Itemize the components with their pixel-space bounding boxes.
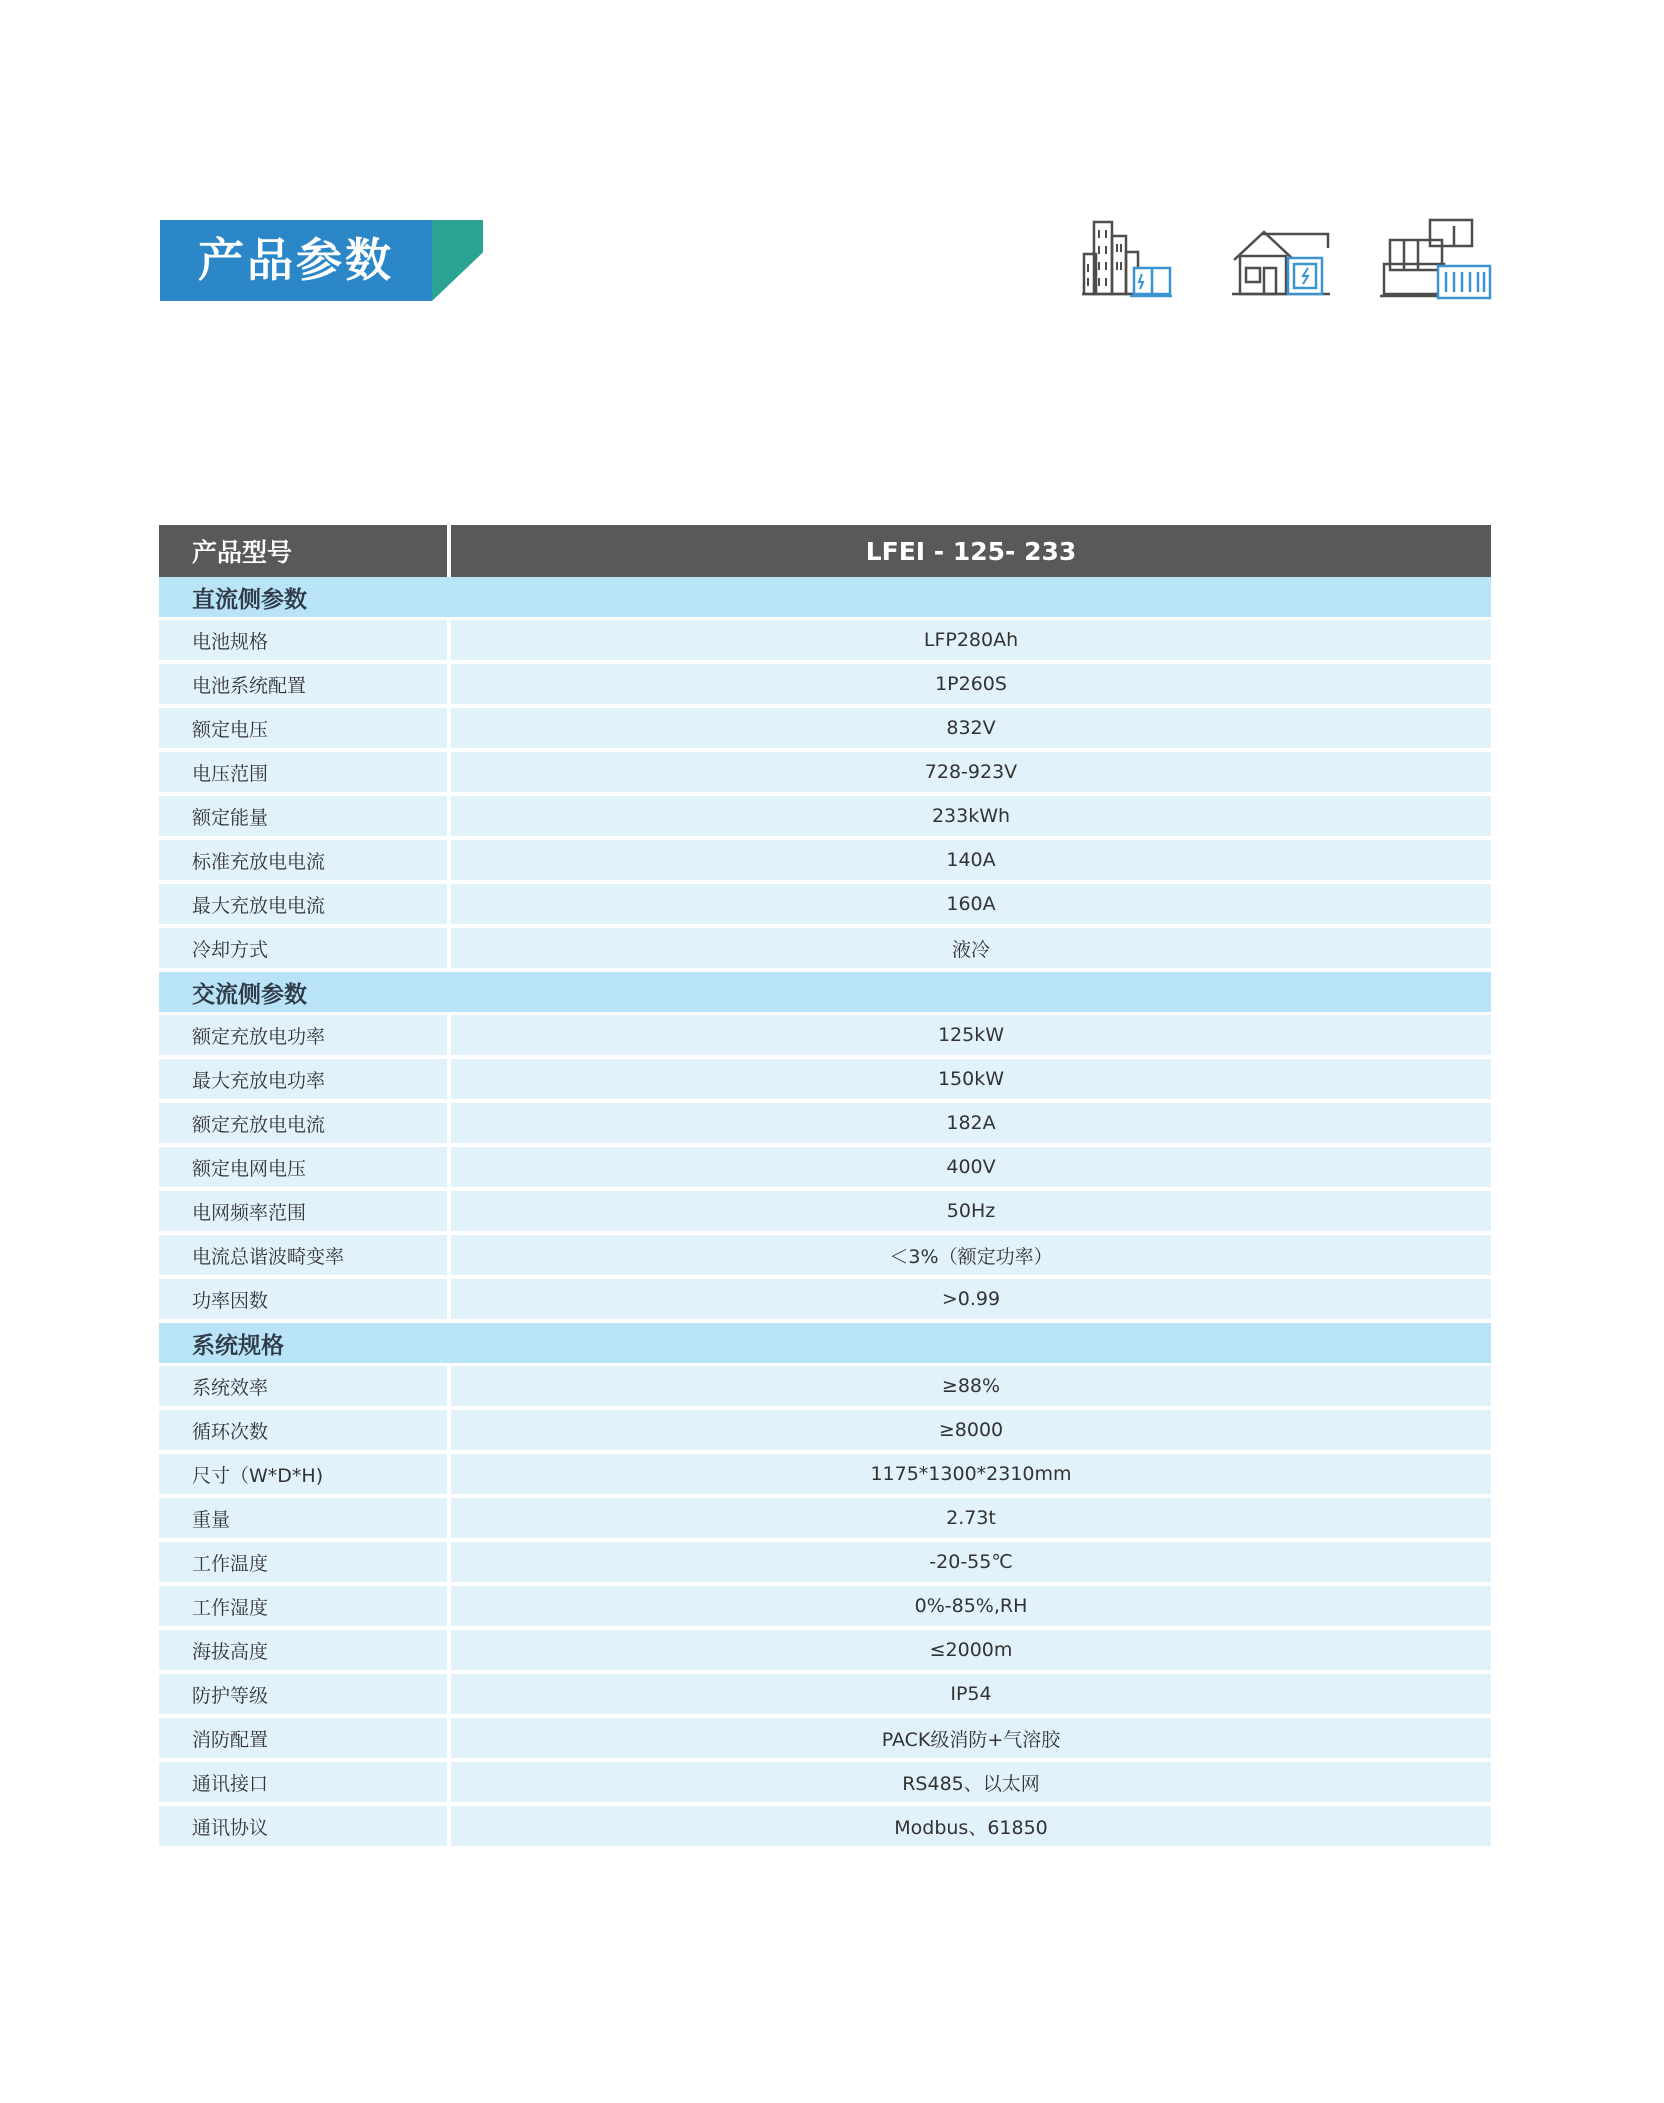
table-row bbox=[159, 752, 1491, 796]
row-key: 系统效率 bbox=[159, 1366, 451, 1410]
table-row bbox=[159, 1366, 1491, 1410]
row-key: 电流总谐波畸变率 bbox=[159, 1235, 451, 1279]
row-key: 防护等级 bbox=[159, 1674, 451, 1718]
row-key: 通讯接口 bbox=[159, 1762, 451, 1806]
row-key: 功率因数 bbox=[159, 1279, 451, 1323]
section-title: 直流侧参数 bbox=[159, 577, 1491, 620]
row-value: 50Hz bbox=[451, 1191, 1491, 1235]
table-row bbox=[159, 1806, 1491, 1850]
section-row-dc bbox=[159, 577, 1491, 620]
table-row bbox=[159, 884, 1491, 928]
row-key: 额定能量 bbox=[159, 796, 451, 840]
row-value: 160A bbox=[451, 884, 1491, 928]
banner-teal-corner bbox=[432, 220, 483, 301]
row-key: 标准充放电电流 bbox=[159, 840, 451, 884]
city-buildings-icon bbox=[1082, 218, 1174, 298]
table-row bbox=[159, 1498, 1491, 1542]
row-key: 最大充放电功率 bbox=[159, 1059, 451, 1103]
row-value: Modbus、61850 bbox=[451, 1806, 1491, 1850]
section-row-system bbox=[159, 1323, 1491, 1366]
row-key: 额定电压 bbox=[159, 708, 451, 752]
table-row bbox=[159, 620, 1491, 664]
table-row bbox=[159, 1586, 1491, 1630]
house-energy-storage-icon bbox=[1232, 218, 1330, 298]
industrial-container-icon bbox=[1380, 218, 1492, 300]
row-key: 最大充放电电流 bbox=[159, 884, 451, 928]
row-value: 140A bbox=[451, 840, 1491, 884]
row-key: 额定电网电压 bbox=[159, 1147, 451, 1191]
table-row bbox=[159, 1279, 1491, 1323]
table-row bbox=[159, 1103, 1491, 1147]
table-row bbox=[159, 1630, 1491, 1674]
table-row bbox=[159, 1674, 1491, 1718]
row-key: 电池系统配置 bbox=[159, 664, 451, 708]
row-value: 150kW bbox=[451, 1059, 1491, 1103]
row-value: 182A bbox=[451, 1103, 1491, 1147]
row-value: 400V bbox=[451, 1147, 1491, 1191]
row-value: PACK级消防+气溶胶 bbox=[451, 1718, 1491, 1762]
header-key: 产品型号 bbox=[159, 525, 451, 577]
row-value: 728-923V bbox=[451, 752, 1491, 796]
row-key: 电网频率范围 bbox=[159, 1191, 451, 1235]
table-row bbox=[159, 1454, 1491, 1498]
row-value: RS485、以太网 bbox=[451, 1762, 1491, 1806]
section-banner bbox=[160, 220, 483, 301]
spec-table bbox=[159, 525, 1491, 1850]
row-value: 233kWh bbox=[451, 796, 1491, 840]
table-row bbox=[159, 1235, 1491, 1279]
row-key: 尺寸（W*D*H) bbox=[159, 1454, 451, 1498]
table-row bbox=[159, 1410, 1491, 1454]
table-row bbox=[159, 796, 1491, 840]
table-header-row bbox=[159, 525, 1491, 577]
table-row bbox=[159, 1542, 1491, 1586]
table-row bbox=[159, 1015, 1491, 1059]
section-row-ac bbox=[159, 972, 1491, 1015]
row-value: 液冷 bbox=[451, 928, 1491, 972]
table-row bbox=[159, 1762, 1491, 1806]
page-title: 产品参数 bbox=[198, 233, 394, 287]
row-value: IP54 bbox=[451, 1674, 1491, 1718]
row-key: 电压范围 bbox=[159, 752, 451, 796]
row-key: 额定充放电功率 bbox=[159, 1015, 451, 1059]
section-title: 交流侧参数 bbox=[159, 972, 1491, 1015]
table-row bbox=[159, 708, 1491, 752]
header-value: LFEI - 125- 233 bbox=[451, 525, 1491, 577]
row-value: 832V bbox=[451, 708, 1491, 752]
row-value: -20-55℃ bbox=[451, 1542, 1491, 1586]
section-title: 系统规格 bbox=[159, 1323, 1491, 1366]
row-value: ≤2000m bbox=[451, 1630, 1491, 1674]
row-key: 通讯协议 bbox=[159, 1806, 451, 1850]
table-row bbox=[159, 1191, 1491, 1235]
table-row bbox=[159, 1718, 1491, 1762]
row-value: ≥88% bbox=[451, 1366, 1491, 1410]
row-value: 0%-85%,RH bbox=[451, 1586, 1491, 1630]
row-value: 125kW bbox=[451, 1015, 1491, 1059]
row-key: 重量 bbox=[159, 1498, 451, 1542]
row-key: 海拔高度 bbox=[159, 1630, 451, 1674]
row-key: 冷却方式 bbox=[159, 928, 451, 972]
row-value: ＜3%（额定功率） bbox=[451, 1235, 1491, 1279]
row-key: 工作温度 bbox=[159, 1542, 451, 1586]
row-value: 1175*1300*2310mm bbox=[451, 1454, 1491, 1498]
row-key: 循环次数 bbox=[159, 1410, 451, 1454]
row-key: 额定充放电电流 bbox=[159, 1103, 451, 1147]
row-value: 2.73t bbox=[451, 1498, 1491, 1542]
row-key: 电池规格 bbox=[159, 620, 451, 664]
table-row bbox=[159, 1059, 1491, 1103]
row-value: 1P260S bbox=[451, 664, 1491, 708]
table-row bbox=[159, 664, 1491, 708]
row-value: >0.99 bbox=[451, 1279, 1491, 1323]
row-value: ≥8000 bbox=[451, 1410, 1491, 1454]
row-value: LFP280Ah bbox=[451, 620, 1491, 664]
table-row bbox=[159, 840, 1491, 884]
table-row bbox=[159, 928, 1491, 972]
table-row bbox=[159, 1147, 1491, 1191]
row-key: 消防配置 bbox=[159, 1718, 451, 1762]
row-key: 工作湿度 bbox=[159, 1586, 451, 1630]
